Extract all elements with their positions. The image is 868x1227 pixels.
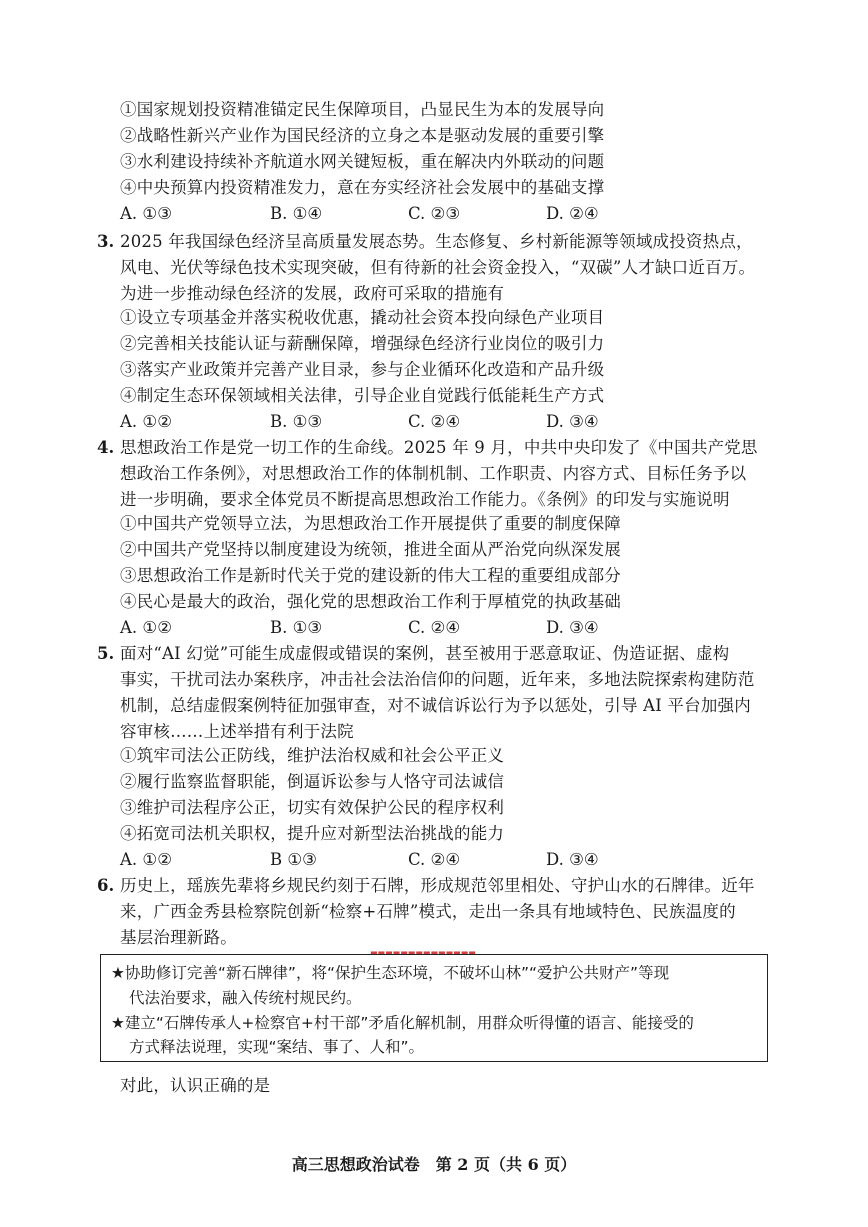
q3-statement-2: ②完善相关技能认证与薪酬保障，增强绿色经济行业岗位的吸引力 [120, 334, 605, 353]
q5-statement-4: ④拓宽司法机关职权，提升应对新型法治挑战的能力 [120, 824, 505, 843]
q4-option-d: D. ③④ [546, 618, 599, 637]
q2-statement-3: ③水利建设持续补齐航道水网关键短板，重在解决内外联动的问题 [120, 152, 605, 171]
q4-statement-1: ①中国共产党领导立法，为思想政治工作开展提供了重要的制度保障 [120, 514, 621, 533]
q6-box-line-2: 代法治要求，融入传统村规民约。 [129, 989, 362, 1007]
q6-number: 6. [97, 876, 115, 895]
q2-option-d: D. ②④ [546, 204, 599, 223]
q5-statement-1: ①筑牢司法公正防线，维护法治权威和社会公平正义 [120, 746, 505, 765]
q6-stem-line-3: 基层治理新路。 [120, 928, 237, 947]
q5-stem-line-1: 面对“AI 幻觉”可能生成虚假或错误的案例，甚至被用于恶意取证、伪造证据、虚构 [120, 644, 730, 663]
q2-option-a: A. ①③ [120, 204, 172, 223]
q2-statement-2: ②战略性新兴产业作为国民经济的立身之本是驱动发展的重要引擎 [120, 126, 605, 145]
watermark-stamp: ▬▬▬▬▬▬▬▬▬▬▬▬▬▬ [370, 948, 476, 957]
q6-box-line-1: ★协助修订完善“新石牌律”，将“保护生态环境，不破坏山林”“爱护公共财产”等现 [111, 964, 670, 982]
q3-stem-line-3: 为进一步推动绿色经济的发展，政府可采取的措施有 [120, 284, 505, 303]
q3-statement-4: ④制定生态环保领域相关法律，引导企业自觉践行低能耗生产方式 [120, 386, 605, 405]
q3-stem-line-2: 风电、光伏等绿色技术实现突破，但有待新的社会资金投入，“双碳”人才缺口近百万。 [120, 258, 756, 277]
q5-option-a: A. ①② [120, 850, 172, 869]
q2-option-c: C. ②③ [408, 204, 461, 223]
q2-option-b: B. ①④ [270, 204, 323, 223]
q4-statement-2: ②中国共产党坚持以制度建设为统领，推进全面从严治党向纵深发展 [120, 540, 621, 559]
q3-stem-line-1: 2025 年我国绿色经济呈高质量发展态势。生态修复、乡村新能源等领域成投资热点， [120, 232, 753, 251]
q6-question: 对此，认识正确的是 [120, 1076, 271, 1095]
q5-option-b: B ①③ [270, 850, 317, 869]
q6-box-line-3: ★建立“石牌传承人+检察官+村干部”矛盾化解机制，用群众听得懂的语言、能接受的 [111, 1014, 694, 1032]
q4-stem-line-1: 思想政治工作是党一切工作的生命线。2025 年 9 月，中共中央印发了《中国共产党思 [120, 438, 758, 457]
q3-option-b: B. ①③ [270, 412, 323, 431]
q5-statement-2: ②履行监察监督职能，倒逼诉讼参与人恪守司法诚信 [120, 772, 505, 791]
q4-stem-line-3: 进一步明确，要求全体党员不断提高思想政治工作能力。《条例》的印发与实施说明 [120, 490, 730, 509]
q5-number: 5. [97, 644, 115, 663]
q4-number: 4. [97, 438, 115, 457]
q5-stem-line-2: 事实，干扰司法办案秩序，冲击社会法治信仰的问题，近年来，多地法院探索构建防范 [120, 670, 755, 689]
q2-statement-4: ④中央预算内投资精准发力，意在夯实经济社会发展中的基础支撑 [120, 178, 605, 197]
q3-number: 3. [97, 232, 115, 251]
q6-stem-line-1: 历史上，瑶族先辈将乡规民约刻于石牌，形成规范邻里相处、守护山水的石牌律。近年 [120, 876, 755, 895]
q3-statement-1: ①设立专项基金并落实税收优惠，撬动社会资本投向绿色产业项目 [120, 308, 605, 327]
q5-option-c: C. ②④ [408, 850, 461, 869]
q4-option-c: C. ②④ [408, 618, 461, 637]
q2-statement-1: ①国家规划投资精准锚定民生保障项目，凸显民生为本的发展导向 [120, 100, 605, 119]
q5-stem-line-4: 容审核……上述举措有利于法院 [120, 722, 354, 741]
q3-option-c: C. ②④ [408, 412, 461, 431]
q3-statement-3: ③落实产业政策并完善产业目录，参与企业循环化改造和产品升级 [120, 360, 605, 379]
q6-box-line-4: 方式释法说理，实现“案结、事了、人和”。 [129, 1038, 425, 1056]
q5-statement-3: ③维护司法程序公正，切实有效保护公民的程序权利 [120, 798, 505, 817]
q3-option-d: D. ③④ [546, 412, 599, 431]
q4-option-a: A. ①② [120, 618, 172, 637]
q3-option-a: A. ①② [120, 412, 172, 431]
q6-stem-line-2: 来，广西金秀县检察院创新“检察+石牌”模式，走出一条具有地域特色、民族温度的 [120, 902, 736, 921]
q4-stem-line-2: 想政治工作条例》，对思想政治工作的体制机制、工作职责、内容方式、目标任务予以 [120, 464, 747, 483]
q4-option-b: B. ①③ [270, 618, 323, 637]
q6-material-box [100, 954, 768, 1062]
q4-statement-3: ③思想政治工作是新时代关于党的建设新的伟大工程的重要组成部分 [120, 566, 621, 585]
page-footer: 高三思想政治试卷 第 2 页（共 6 页） [291, 1155, 577, 1174]
q5-stem-line-3: 机制，总结虚假案例特征加强审查，对不诚信诉讼行为予以惩处，引导 AI 平台加强内 [120, 696, 751, 715]
q5-option-d: D. ③④ [546, 850, 599, 869]
q4-statement-4: ④民心是最大的政治，强化党的思想政治工作利于厚植党的执政基础 [120, 592, 621, 611]
